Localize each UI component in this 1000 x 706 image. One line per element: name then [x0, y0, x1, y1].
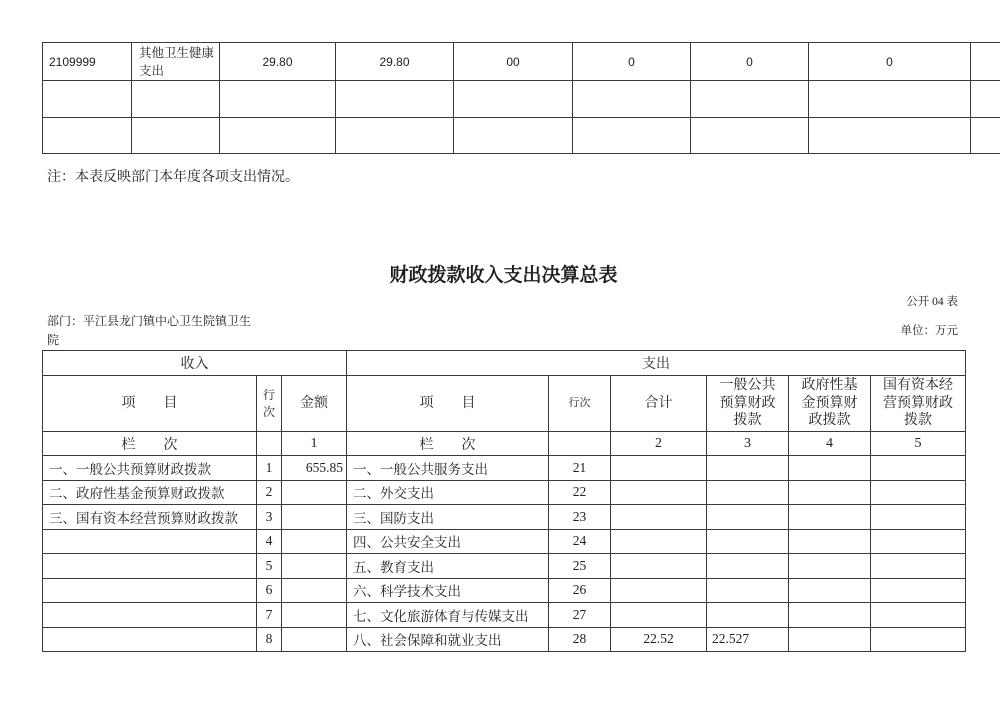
subject-name-cell [132, 118, 220, 154]
expense-item-cell: 三、国防支出 [347, 505, 549, 530]
column-index-label: 栏 次 [347, 432, 549, 456]
general-budget-cell [707, 554, 789, 579]
total-cell [611, 578, 707, 603]
amount-cell [454, 118, 573, 154]
column-index-cell: 4 [789, 432, 871, 456]
amount-cell: 29.80 [336, 43, 454, 81]
gov-fund-header: 政府性基金预算财政拨款 [789, 376, 871, 432]
income-section-header: 收入 [43, 351, 347, 376]
income-amount-cell [282, 480, 347, 505]
expense-item-header: 项 目 [347, 376, 549, 432]
state-capital-cell [871, 456, 966, 481]
state-capital-cell [871, 505, 966, 530]
total-cell: 22.52 [611, 627, 707, 652]
expense-line-cell: 27 [549, 603, 611, 628]
amount-cell [220, 118, 336, 154]
amount-cell: 0 [691, 43, 809, 81]
column-index-cell: 1 [282, 432, 347, 456]
state-capital-cell [871, 603, 966, 628]
income-expense-summary-table [42, 350, 966, 652]
gov-fund-cell [789, 456, 871, 481]
expense-line-cell: 26 [549, 578, 611, 603]
table-row [43, 627, 966, 652]
expense-item-cell: 二、外交支出 [347, 480, 549, 505]
amount-cell [971, 81, 1000, 118]
income-item-cell [43, 529, 257, 554]
income-line-header: 行次 [257, 376, 282, 432]
income-line-cell: 5 [257, 554, 282, 579]
general-budget-cell [707, 529, 789, 554]
income-item-cell: 二、政府性基金预算财政拨款 [43, 480, 257, 505]
expense-item-cell: 五、教育支出 [347, 554, 549, 579]
income-item-cell: 三、国有资本经营预算财政拨款 [43, 505, 257, 530]
amount-cell [691, 81, 809, 118]
income-line-cell: 3 [257, 505, 282, 530]
total-cell [611, 505, 707, 530]
column-index-cell: 2 [611, 432, 707, 456]
column-index-cell [549, 432, 611, 456]
general-budget-cell: 22.527 [707, 627, 789, 652]
amount-cell [454, 81, 573, 118]
unit-label: 单位：万元 [900, 325, 958, 337]
expense-line-cell: 23 [549, 505, 611, 530]
table-row [43, 456, 966, 481]
amount-cell [971, 118, 1000, 154]
amount-cell: 00 [454, 43, 573, 81]
state-capital-cell [871, 578, 966, 603]
total-cell [611, 456, 707, 481]
expense-item-cell: 六、科学技术支出 [347, 578, 549, 603]
income-amount-cell: 655.85 [282, 456, 347, 481]
amount-cell [691, 118, 809, 154]
expense-line-cell: 24 [549, 529, 611, 554]
gov-fund-cell [789, 529, 871, 554]
subject-name-cell: 其他卫生健康支出 [132, 43, 220, 81]
income-item-cell [43, 627, 257, 652]
table-row [43, 603, 966, 628]
table-row [43, 505, 966, 530]
income-line-cell: 7 [257, 603, 282, 628]
income-line-cell: 2 [257, 480, 282, 505]
gov-fund-cell [789, 603, 871, 628]
total-cell [611, 554, 707, 579]
gov-fund-cell [789, 578, 871, 603]
general-budget-header: 一般公共预算财政拨款 [707, 376, 789, 432]
department-label: 部门：平江县龙门镇中心卫生院镇卫生院 [47, 314, 252, 347]
income-item-cell [43, 578, 257, 603]
general-budget-cell [707, 456, 789, 481]
income-amount-cell [282, 578, 347, 603]
expense-item-cell: 七、文化旅游体育与传媒支出 [347, 603, 549, 628]
income-amount-cell [282, 603, 347, 628]
column-index-cell [257, 432, 282, 456]
state-capital-cell [871, 554, 966, 579]
income-line-cell: 1 [257, 456, 282, 481]
report-title: 财政拨款收入支出决算总表 [389, 265, 618, 286]
state-capital-cell [871, 627, 966, 652]
table-row [43, 554, 966, 579]
general-budget-cell [707, 480, 789, 505]
state-capital-header: 国有资本经营预算财政拨款 [871, 376, 966, 432]
expense-line-header: 行次 [549, 376, 611, 432]
income-amount-cell [282, 529, 347, 554]
gov-fund-cell [789, 627, 871, 652]
subject-name-cell [132, 81, 220, 118]
income-amount-header: 金额 [282, 376, 347, 432]
expense-line-cell: 25 [549, 554, 611, 579]
table-row [43, 480, 966, 505]
expense-line-cell: 21 [549, 456, 611, 481]
subject-code-cell: 2109999 [43, 43, 132, 81]
expense-line-cell: 22 [549, 480, 611, 505]
amount-cell: 0 [573, 43, 691, 81]
gov-fund-cell [789, 554, 871, 579]
general-budget-cell [707, 603, 789, 628]
expense-item-cell: 八、社会保障和就业支出 [347, 627, 549, 652]
total-cell [611, 480, 707, 505]
income-line-cell: 8 [257, 627, 282, 652]
amount-cell [809, 81, 971, 118]
column-index-row [43, 432, 966, 456]
gov-fund-cell [789, 480, 871, 505]
state-capital-cell [871, 480, 966, 505]
expense-line-cell: 28 [549, 627, 611, 652]
amount-cell [809, 118, 971, 154]
amount-cell [336, 118, 454, 154]
table-row [43, 43, 1000, 81]
gov-fund-cell [789, 505, 871, 530]
expense-item-cell: 一、一般公共服务支出 [347, 456, 549, 481]
continued-expense-table [42, 42, 1000, 154]
general-budget-cell [707, 505, 789, 530]
table-row [43, 118, 1000, 154]
general-budget-cell [707, 578, 789, 603]
income-amount-cell [282, 554, 347, 579]
amount-cell [220, 81, 336, 118]
table-row [43, 81, 1000, 118]
income-item-cell: 一、一般公共预算财政拨款 [43, 456, 257, 481]
section-header-row [43, 351, 966, 376]
income-amount-cell [282, 505, 347, 530]
amount-cell [573, 81, 691, 118]
income-amount-cell [282, 627, 347, 652]
amount-cell [336, 81, 454, 118]
amount-cell: 0 [809, 43, 971, 81]
column-index-label: 栏 次 [43, 432, 257, 456]
table-note: 注：本表反映部门本年度各项支出情况。 [47, 170, 299, 185]
total-cell [611, 603, 707, 628]
income-line-cell: 6 [257, 578, 282, 603]
table-row [43, 529, 966, 554]
expense-section-header: 支出 [347, 351, 966, 376]
income-item-header: 项 目 [43, 376, 257, 432]
state-capital-cell [871, 529, 966, 554]
amount-cell: 29.80 [220, 43, 336, 81]
income-item-cell [43, 554, 257, 579]
amount-cell [573, 118, 691, 154]
income-item-cell [43, 603, 257, 628]
total-cell [611, 529, 707, 554]
table-row [43, 578, 966, 603]
subject-code-cell [43, 81, 132, 118]
column-index-cell: 5 [871, 432, 966, 456]
form-number: 公开 04 表 [906, 296, 958, 308]
column-header-row [43, 376, 966, 432]
column-index-cell: 3 [707, 432, 789, 456]
subject-code-cell [43, 118, 132, 154]
income-line-cell: 4 [257, 529, 282, 554]
total-header: 合计 [611, 376, 707, 432]
expense-item-cell: 四、公共安全支出 [347, 529, 549, 554]
amount-cell [971, 43, 1000, 81]
